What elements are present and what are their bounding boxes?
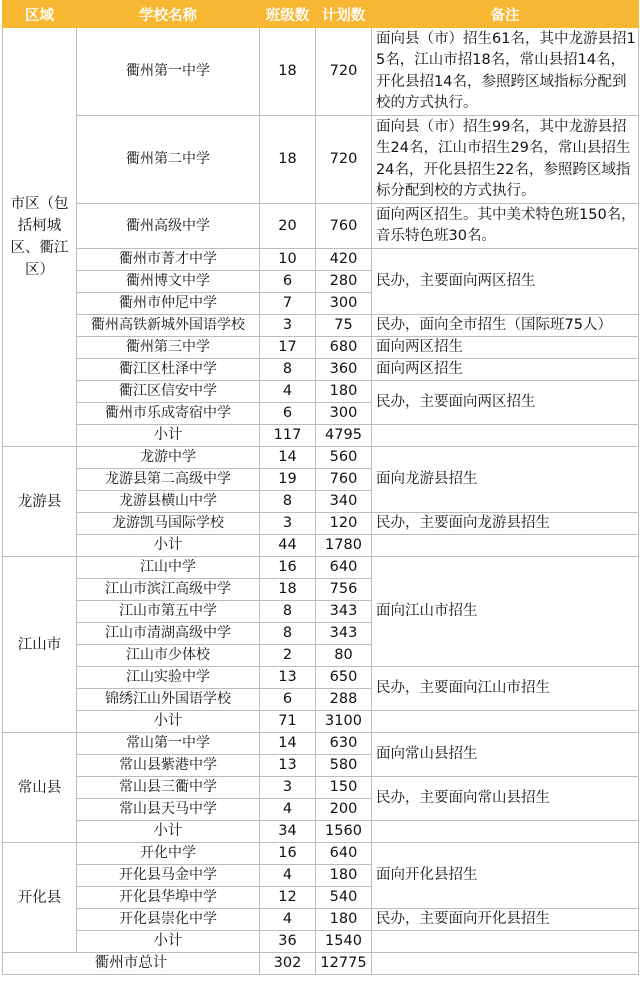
plan-count: 630	[316, 733, 372, 755]
header-note: 备注	[372, 1, 639, 28]
class-count: 16	[260, 843, 316, 865]
school-name: 江山实验中学	[77, 667, 260, 689]
table-row	[3, 381, 639, 403]
plan-count: 150	[316, 777, 372, 799]
note-cell-merged: 面向江山市招生	[372, 557, 639, 667]
region-cell-changshan: 常山县	[3, 733, 77, 843]
school-name: 锦绣江山外国语学校	[77, 689, 260, 711]
table-row	[3, 513, 639, 535]
school-name: 龙游县横山中学	[77, 491, 260, 513]
school-name: 衢州第三中学	[77, 337, 260, 359]
table-row	[3, 28, 639, 116]
school-name: 常山县紫港中学	[77, 755, 260, 777]
plan-count: 343	[316, 601, 372, 623]
plan-count: 756	[316, 579, 372, 601]
note-cell: 面向县（市）招生99名，其中龙游县招生24名，江山市招生29名，常山县招生24名，开化县招生22名，参照跨区域指标分配到校的方式执行。	[372, 116, 639, 204]
plan-count: 640	[316, 843, 372, 865]
class-count: 18	[260, 28, 316, 116]
note-cell-empty	[372, 535, 639, 557]
admission-plan-table	[2, 0, 639, 975]
note-cell-merged: 面向龙游县招生	[372, 447, 639, 513]
plan-count: 180	[316, 381, 372, 403]
header-classes: 班级数	[260, 1, 316, 28]
grand-total-plan: 12775	[316, 953, 372, 975]
class-count: 8	[260, 623, 316, 645]
table-row	[3, 777, 639, 799]
school-name: 衢州博文中学	[77, 271, 260, 293]
table-row	[3, 447, 639, 469]
grand-total-row	[3, 953, 639, 975]
grand-total-label: 衢州市总计	[3, 953, 260, 975]
school-name: 衢州市菁才中学	[77, 249, 260, 271]
class-count: 12	[260, 887, 316, 909]
school-name: 衢州高铁新城外国语学校	[77, 315, 260, 337]
note-cell: 面向县（市）招生61名，其中龙游县招15名，江山市招18名，常山县招14名，开化县招14名，参照跨区域指标分配到校的方式执行。	[372, 28, 639, 116]
school-name: 衢州市仲尼中学	[77, 293, 260, 315]
class-count: 14	[260, 733, 316, 755]
subtotal-row	[3, 425, 639, 447]
class-count: 8	[260, 359, 316, 381]
table-row	[3, 337, 639, 359]
class-count: 4	[260, 909, 316, 931]
plan-count: 720	[316, 116, 372, 204]
school-name: 开化中学	[77, 843, 260, 865]
class-count: 8	[260, 601, 316, 623]
plan-count: 200	[316, 799, 372, 821]
school-name: 开化县华埠中学	[77, 887, 260, 909]
class-count: 3	[260, 777, 316, 799]
subtotal-plan: 1560	[316, 821, 372, 843]
plan-count: 180	[316, 909, 372, 931]
school-name: 江山市滨江高级中学	[77, 579, 260, 601]
class-count: 7	[260, 293, 316, 315]
note-cell-merged: 面向常山县招生	[372, 733, 639, 777]
plan-count: 75	[316, 315, 372, 337]
header-region: 区域	[3, 1, 77, 28]
class-count: 6	[260, 271, 316, 293]
table-header-row	[3, 1, 639, 28]
class-count: 10	[260, 249, 316, 271]
note-cell: 民办，主要面向龙游县招生	[372, 513, 639, 535]
plan-count: 180	[316, 865, 372, 887]
class-count: 3	[260, 315, 316, 337]
school-name: 龙游凯马国际学校	[77, 513, 260, 535]
school-name: 衢江区信安中学	[77, 381, 260, 403]
school-name: 衢江区杜泽中学	[77, 359, 260, 381]
plan-count: 340	[316, 491, 372, 513]
plan-count: 80	[316, 645, 372, 667]
class-count: 4	[260, 799, 316, 821]
plan-count: 300	[316, 293, 372, 315]
subtotal-classes: 34	[260, 821, 316, 843]
subtotal-row	[3, 821, 639, 843]
plan-count: 300	[316, 403, 372, 425]
table-row	[3, 249, 639, 271]
note-cell: 民办，主要面向开化县招生	[372, 909, 639, 931]
plan-count: 280	[316, 271, 372, 293]
note-cell-merged: 面向开化县招生	[372, 843, 639, 909]
plan-count: 360	[316, 359, 372, 381]
header-school: 学校名称	[77, 1, 260, 28]
note-cell-empty	[372, 821, 639, 843]
plan-count: 680	[316, 337, 372, 359]
plan-count: 560	[316, 447, 372, 469]
note-cell: 面向两区招生。其中美术特色班150名，音乐特色班30名。	[372, 204, 639, 249]
note-cell-empty	[372, 711, 639, 733]
region-cell-kaihua: 开化县	[3, 843, 77, 953]
class-count: 4	[260, 381, 316, 403]
school-name: 江山市少体校	[77, 645, 260, 667]
plan-count: 760	[316, 204, 372, 249]
plan-count: 650	[316, 667, 372, 689]
school-name: 常山第一中学	[77, 733, 260, 755]
subtotal-label: 小计	[77, 425, 260, 447]
plan-count: 720	[316, 28, 372, 116]
school-name: 衢州第一中学	[77, 28, 260, 116]
table-row	[3, 843, 639, 865]
subtotal-plan: 3100	[316, 711, 372, 733]
region-cell-urban: 市区（包括柯城区、衢江区）	[3, 28, 77, 447]
subtotal-row	[3, 535, 639, 557]
subtotal-label: 小计	[77, 535, 260, 557]
region-cell-longyou: 龙游县	[3, 447, 77, 557]
note-cell: 面向两区招生	[372, 359, 639, 381]
class-count: 8	[260, 491, 316, 513]
table-row	[3, 909, 639, 931]
class-count: 13	[260, 667, 316, 689]
table-row	[3, 733, 639, 755]
plan-count: 420	[316, 249, 372, 271]
subtotal-classes: 71	[260, 711, 316, 733]
plan-count: 120	[316, 513, 372, 535]
note-cell-empty	[372, 953, 639, 975]
school-name: 开化县马金中学	[77, 865, 260, 887]
school-name: 江山市清湖高级中学	[77, 623, 260, 645]
table-row	[3, 667, 639, 689]
plan-count: 760	[316, 469, 372, 491]
class-count: 2	[260, 645, 316, 667]
class-count: 13	[260, 755, 316, 777]
school-name: 龙游县第二高级中学	[77, 469, 260, 491]
plan-count: 640	[316, 557, 372, 579]
plan-count: 540	[316, 887, 372, 909]
school-name: 衢州第二中学	[77, 116, 260, 204]
class-count: 16	[260, 557, 316, 579]
class-count: 20	[260, 204, 316, 249]
class-count: 6	[260, 403, 316, 425]
class-count: 19	[260, 469, 316, 491]
school-name: 江山中学	[77, 557, 260, 579]
subtotal-plan: 1540	[316, 931, 372, 953]
class-count: 18	[260, 116, 316, 204]
subtotal-label: 小计	[77, 821, 260, 843]
subtotal-classes: 44	[260, 535, 316, 557]
school-name: 衢州高级中学	[77, 204, 260, 249]
table-row	[3, 116, 639, 204]
school-name: 江山市第五中学	[77, 601, 260, 623]
school-name: 常山县天马中学	[77, 799, 260, 821]
class-count: 18	[260, 579, 316, 601]
class-count: 14	[260, 447, 316, 469]
school-name: 龙游中学	[77, 447, 260, 469]
note-cell: 面向两区招生	[372, 337, 639, 359]
school-name: 衢州市乐成寄宿中学	[77, 403, 260, 425]
subtotal-plan: 1780	[316, 535, 372, 557]
header-plan: 计划数	[316, 1, 372, 28]
table-row	[3, 359, 639, 381]
subtotal-label: 小计	[77, 711, 260, 733]
note-cell-empty	[372, 931, 639, 953]
region-cell-jiangshan: 江山市	[3, 557, 77, 733]
subtotal-row	[3, 711, 639, 733]
subtotal-row	[3, 931, 639, 953]
subtotal-plan: 4795	[316, 425, 372, 447]
subtotal-classes: 36	[260, 931, 316, 953]
plan-count: 288	[316, 689, 372, 711]
table-row	[3, 557, 639, 579]
table-row	[3, 204, 639, 249]
note-cell-empty	[372, 425, 639, 447]
note-cell-merged: 民办，主要面向常山县招生	[372, 777, 639, 821]
note-cell-merged: 民办，主要面向两区招生	[372, 381, 639, 425]
note-cell: 民办，面向全市招生（国际班75人）	[372, 315, 639, 337]
class-count: 3	[260, 513, 316, 535]
class-count: 17	[260, 337, 316, 359]
note-cell-merged: 民办，主要面向两区招生	[372, 249, 639, 315]
school-name: 开化县崇化中学	[77, 909, 260, 931]
subtotal-label: 小计	[77, 931, 260, 953]
subtotal-classes: 117	[260, 425, 316, 447]
note-cell-merged: 民办，主要面向江山市招生	[372, 667, 639, 711]
school-name: 常山县三衢中学	[77, 777, 260, 799]
grand-total-classes: 302	[260, 953, 316, 975]
plan-count: 343	[316, 623, 372, 645]
table-row	[3, 315, 639, 337]
class-count: 6	[260, 689, 316, 711]
class-count: 4	[260, 865, 316, 887]
plan-count: 580	[316, 755, 372, 777]
